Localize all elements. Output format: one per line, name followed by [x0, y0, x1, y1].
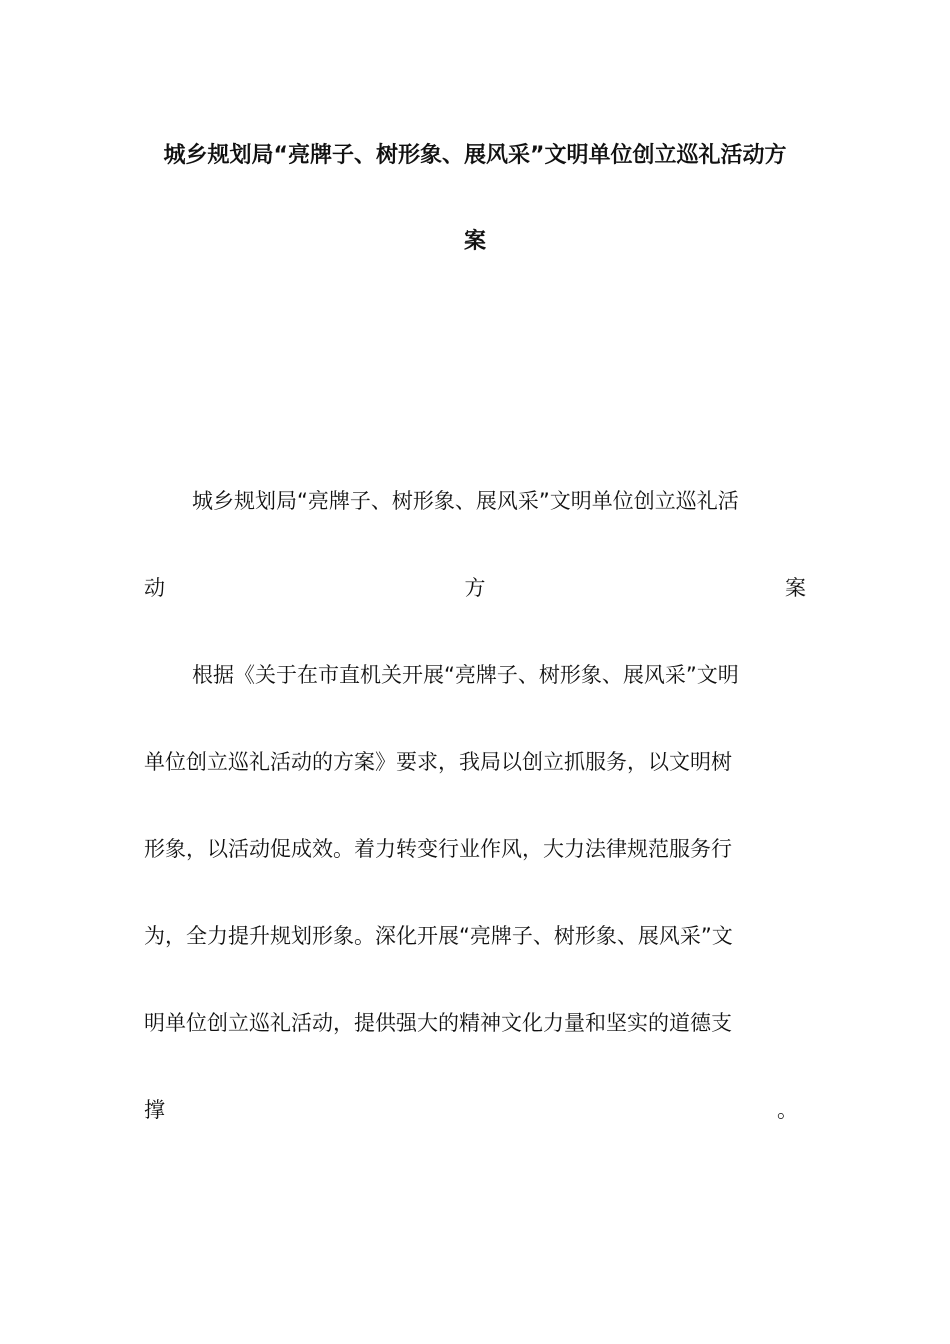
document-title-line-2: 案 [463, 229, 486, 254]
paragraph-line: 为，全力提升规划形象。深化开展“亮牌子、树形象、展风采”文 [144, 924, 733, 948]
last-line-end: 。 [777, 1098, 798, 1122]
subtitle-char: 动 [144, 576, 165, 600]
paragraph-last-line [144, 1095, 806, 1125]
subtitle-line-1: 城乡规划局“亮牌子、树形象、展风采”文明单位创立巡礼活 [192, 489, 739, 513]
paragraph-line: 根据《关于在市直机关开展“亮牌子、树形象、展风采”文明 [192, 663, 739, 687]
paragraph-line: 形象，以活动促成效。着力转变行业作风，大力法律规范服务行 [144, 837, 732, 861]
subtitle-line-2 [144, 573, 806, 603]
paragraph-line: 明单位创立巡礼活动，提供强大的精神文化力量和坚实的道德支 [144, 1011, 732, 1035]
subtitle-char: 案 [785, 576, 806, 600]
subtitle-char: 方 [464, 576, 486, 600]
last-line-start: 撑 [144, 1098, 165, 1122]
paragraph-line: 单位创立巡礼活动的方案》要求，我局以创立抓服务，以文明树 [144, 750, 732, 774]
document-title-line-1: 城乡规划局“亮牌子、树形象、展风采”文明单位创立巡礼活动方 [163, 143, 787, 168]
